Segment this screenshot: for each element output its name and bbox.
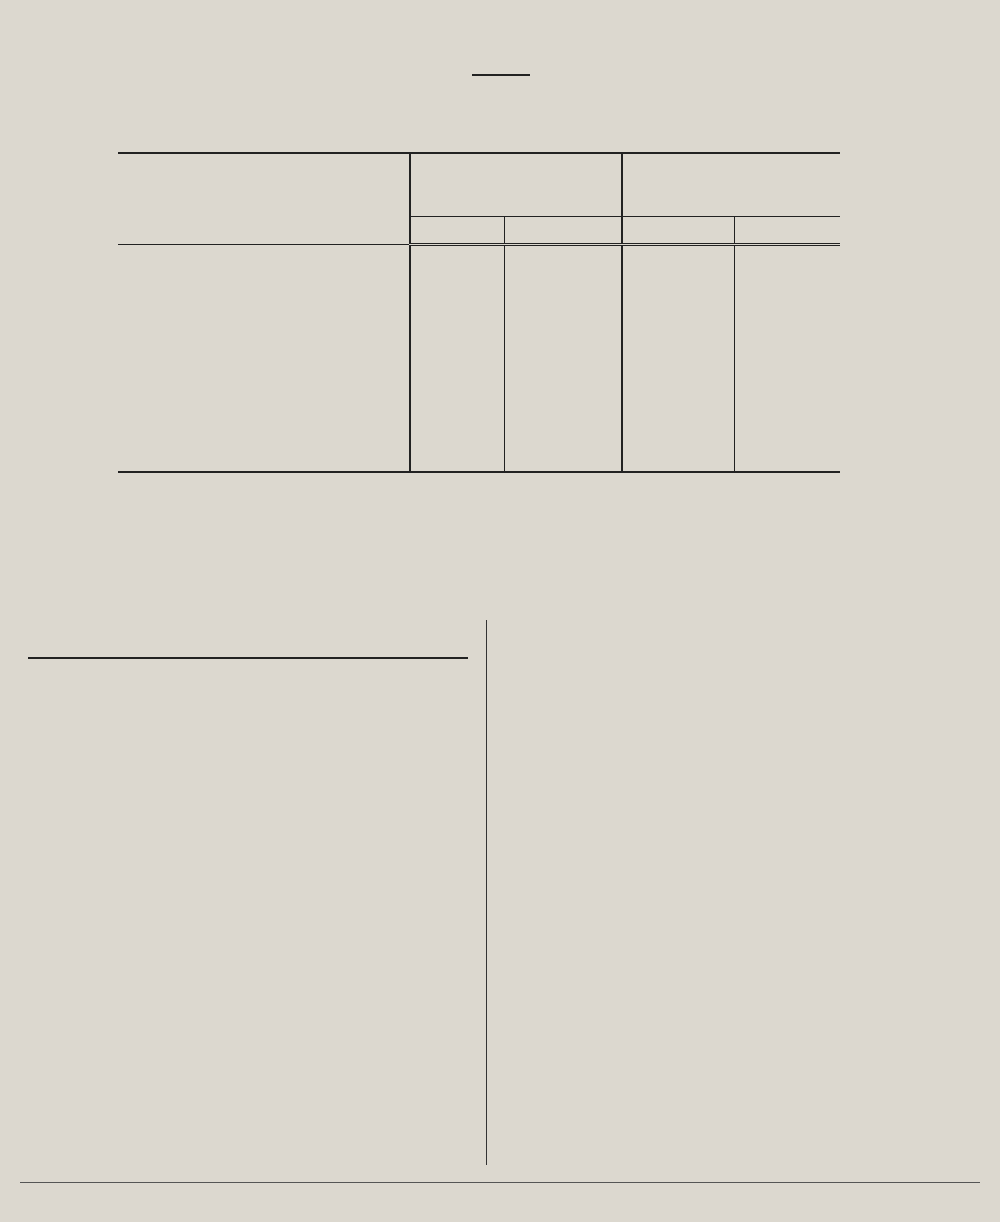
value-1912 xyxy=(410,359,504,382)
value-1911 xyxy=(504,359,622,382)
table-header-blank xyxy=(118,153,410,245)
value-1911 xyxy=(504,269,622,292)
table-row xyxy=(118,336,840,359)
header-absolut xyxy=(622,217,734,245)
percent-change xyxy=(734,245,840,269)
animal-label xyxy=(118,291,410,314)
animal-label xyxy=(118,404,410,427)
absolute-change xyxy=(622,291,734,314)
value-1911 xyxy=(504,426,622,449)
value-1911 xyxy=(504,291,622,314)
value-1912 xyxy=(410,404,504,427)
table-row xyxy=(118,359,840,382)
percent-change xyxy=(734,426,840,449)
absolute-change xyxy=(622,381,734,404)
value-1912 xyxy=(410,426,504,449)
header-1911 xyxy=(504,217,622,245)
table-row xyxy=(118,449,840,473)
animal-label xyxy=(118,359,410,382)
percent-change xyxy=(734,381,840,404)
animal-label xyxy=(118,269,410,292)
value-1912 xyxy=(410,245,504,269)
value-1912 xyxy=(410,336,504,359)
table-body xyxy=(118,245,840,473)
table-row xyxy=(118,291,840,314)
table-row xyxy=(118,314,840,337)
value-1912 xyxy=(410,291,504,314)
footer-rule xyxy=(20,1182,980,1183)
civil-title-underline xyxy=(28,657,468,659)
value-1911 xyxy=(504,381,622,404)
percent-change xyxy=(734,449,840,473)
percent-change xyxy=(734,336,840,359)
value-1911 xyxy=(504,314,622,337)
absolute-change xyxy=(622,426,734,449)
absolute-change xyxy=(622,359,734,382)
value-1911 xyxy=(504,404,622,427)
value-1911 xyxy=(504,336,622,359)
table-row xyxy=(118,404,840,427)
table-row xyxy=(118,426,840,449)
absolute-change xyxy=(622,245,734,269)
percent-change xyxy=(734,291,840,314)
animal-label xyxy=(118,336,410,359)
livestock-table xyxy=(118,152,840,473)
animal-label xyxy=(118,314,410,337)
percent-change xyxy=(734,404,840,427)
value-1911 xyxy=(504,449,622,473)
value-1912 xyxy=(410,381,504,404)
header-years xyxy=(410,153,622,217)
percent-change xyxy=(734,359,840,382)
percent-change xyxy=(734,314,840,337)
value-1912 xyxy=(410,269,504,292)
header-change xyxy=(622,153,840,217)
absolute-change xyxy=(622,314,734,337)
value-1912 xyxy=(410,314,504,337)
header-percent xyxy=(734,217,840,245)
table-row xyxy=(118,245,840,269)
header-1912 xyxy=(410,217,504,245)
absolute-change xyxy=(622,269,734,292)
table-row xyxy=(118,381,840,404)
animal-label xyxy=(118,245,410,269)
animal-label xyxy=(118,449,410,473)
animal-label xyxy=(118,426,410,449)
animal-label xyxy=(118,381,410,404)
value-1912 xyxy=(410,449,504,473)
absolute-change xyxy=(622,336,734,359)
column-divider xyxy=(486,620,487,1165)
table-row xyxy=(118,269,840,292)
percent-change xyxy=(734,269,840,292)
value-1911 xyxy=(504,245,622,269)
absolute-change xyxy=(622,449,734,473)
absolute-change xyxy=(622,404,734,427)
page-number-underline xyxy=(472,74,530,76)
